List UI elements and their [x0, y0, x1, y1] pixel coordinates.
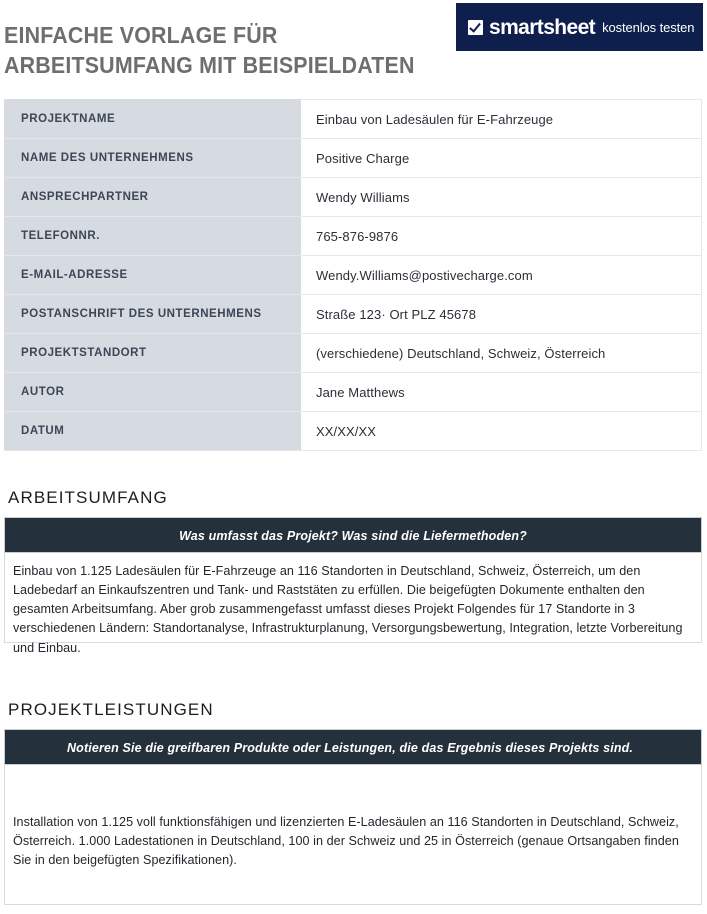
row-label-ansprechpartner: ANSPRECHPARTNER — [5, 178, 301, 217]
checkbox-checked-icon — [468, 20, 483, 35]
section-band-projektleistungen: Notieren Sie die greifbaren Produkte oder Leistungen, die das Ergebnis dieses Projekts sind. — [4, 729, 702, 765]
document-header — [0, 0, 707, 95]
table-row — [5, 412, 702, 451]
table-row — [5, 178, 702, 217]
row-value-ansprechpartner[interactable]: Wendy Williams — [301, 178, 702, 217]
section-body-arbeitsumfang[interactable] — [4, 553, 702, 655]
row-label-email: E-MAIL-ADRESSE — [5, 256, 301, 295]
project-info-table-body — [5, 100, 702, 451]
row-value-autor[interactable]: Jane Matthews — [301, 373, 702, 412]
section-projektleistungen — [4, 700, 702, 905]
page-title-line-1: EINFACHE VORLAGE FÜR — [4, 22, 278, 48]
row-label-telefonnr: TELEFONNR. — [5, 217, 301, 256]
logo-tagline: kostenlos testen — [602, 19, 695, 35]
table-row — [5, 100, 702, 139]
row-value-postanschrift[interactable]: Straße 123· Ort PLZ 45678 — [301, 295, 702, 334]
table-row — [5, 139, 702, 178]
project-info-table — [4, 99, 702, 451]
table-row — [5, 295, 702, 334]
section-band-arbeitsumfang: Was umfasst das Projekt? Was sind die Liefermethoden? — [4, 517, 702, 553]
deliverables-paragraph: Installation von 1.125 voll funktionsfähigen und lizenzierten E-Ladesäulen an 116 Standorten in Deutschland, Schweiz, Österreich. 1.000 Ladestationen in Deutschland, 100 in der Schweiz und 25 in Österreich (genaue Ortsangaben finden Sie in den beigefügten Spezifikationen). — [13, 815, 679, 868]
row-value-telefonnr[interactable]: 765-876-9876 — [301, 217, 702, 256]
row-value-projektname[interactable]: Einbau von Ladesäulen für E-Fahrzeuge — [301, 100, 702, 139]
section-title-arbeitsumfang: ARBEITSUMFANG — [8, 488, 168, 507]
smartsheet-wordmark: smartsheet — [489, 15, 596, 39]
page-title-line-2: ARBEITSUMFANG MIT BEISPIELDATEN — [4, 52, 415, 79]
table-row — [5, 373, 702, 412]
table-row — [5, 217, 702, 256]
row-value-datum[interactable]: XX/XX/XX — [301, 412, 702, 451]
row-label-postanschrift: POSTANSCHRIFT DES UNTERNEHMENS — [5, 295, 301, 334]
row-label-autor: AUTOR — [5, 373, 301, 412]
smartsheet-logo-banner[interactable] — [456, 3, 703, 51]
row-value-email[interactable]: Wendy.Williams@postivecharge.com — [301, 256, 702, 295]
row-label-datum: DATUM — [5, 412, 301, 451]
row-label-unternehmen: NAME DES UNTERNEHMENS — [5, 139, 301, 178]
section-arbeitsumfang — [4, 488, 702, 655]
row-label-projektname: PROJEKTNAME — [5, 100, 301, 139]
section-title-projektleistungen: PROJEKTLEISTUNGEN — [8, 700, 214, 719]
section-body-projektleistungen[interactable] — [4, 765, 702, 905]
row-value-projektstandort[interactable]: (verschiedene) Deutschland, Schweiz, Österreich — [301, 334, 702, 373]
table-row — [5, 256, 702, 295]
scope-paragraph: Einbau von 1.125 Ladesäulen für E-Fahrzeuge an 116 Standorten in Deutschland, Schweiz, Österreich, um den Ladebedarf an Einkaufszentren und Tank- und Raststäten zu erfüllen. Die beigefügten Dokumente enthalten den gesamten Arbeitsumfang. Aber grob zusammengefasst umfasst dieses Projekt Folgendes für 17 Standorte in 3 verschiedenen Ländern: Standortanalyse, Infrastrukturplanung, Versorgungsbewertung, Integration, letzte Vorbereitung und Einbau. — [13, 564, 683, 655]
table-row — [5, 334, 702, 373]
page-title — [4, 20, 413, 81]
row-value-unternehmen[interactable]: Positive Charge — [301, 139, 702, 178]
row-label-projektstandort: PROJEKTSTANDORT — [5, 334, 301, 373]
